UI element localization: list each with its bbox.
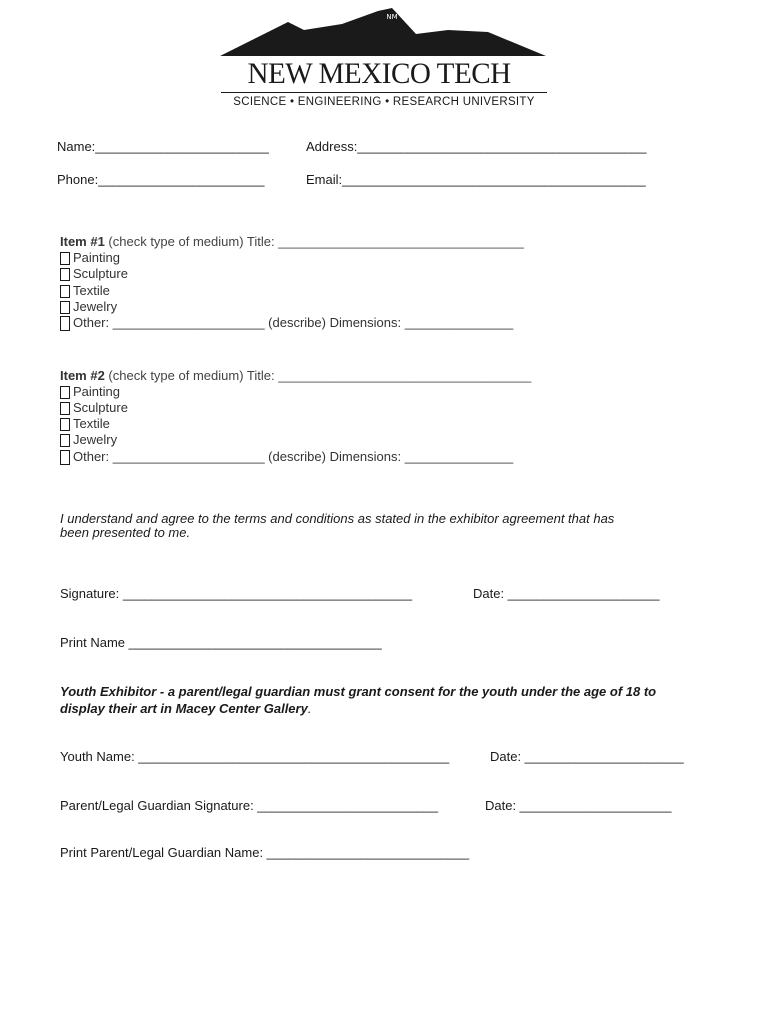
item2-heading (60, 368, 531, 383)
checkbox[interactable] (60, 418, 70, 431)
agreement-line-2: been presented to me. (60, 525, 191, 540)
item2-option-sculpture[interactable] (60, 400, 128, 416)
mountain-silhouette (220, 8, 546, 56)
item2-option-painting[interactable] (60, 384, 120, 400)
item2-label: Item #2 (60, 368, 105, 383)
option-label: Jewelry (73, 299, 118, 314)
checkbox[interactable] (60, 285, 70, 298)
logo-subtitle: SCIENCE • ENGINEERING • RESEARCH UNIVERSITY (233, 96, 535, 108)
checkbox[interactable] (60, 316, 70, 331)
agreement-line-1: I understand and agree to the terms and conditions as stated in the exhibitor agreement that has (60, 511, 615, 526)
item1-option-sculpture[interactable] (60, 266, 128, 282)
guardian-signature-field[interactable]: Parent/Legal Guardian Signature: _________________________ (60, 798, 439, 813)
checkbox[interactable] (60, 434, 70, 447)
youth-notice-line-1: Youth Exhibitor - a parent/legal guardian must grant consent for the youth under the age of 18 to (60, 684, 657, 699)
item1-option-painting[interactable] (60, 250, 120, 266)
option-label: Sculpture (73, 400, 128, 415)
item2-title-field[interactable]: (check type of medium) Title: ___________________________________ (104, 368, 532, 383)
item2-option-other[interactable] (60, 449, 513, 465)
signature-date-field[interactable]: Date: _____________________ (473, 586, 660, 601)
item2-option-textile[interactable] (60, 416, 110, 432)
item1-title-field[interactable]: (check type of medium) Title: __________________________________ (104, 234, 525, 249)
youth-name-field[interactable]: Youth Name: ___________________________________________ (60, 749, 450, 764)
youth-notice-period: . (307, 701, 312, 716)
checkbox[interactable] (60, 268, 70, 281)
checkbox[interactable] (60, 402, 70, 415)
option-label: Textile (73, 416, 110, 431)
item2-option-jewelry[interactable] (60, 432, 117, 448)
checkbox[interactable] (60, 301, 70, 314)
option-label: Painting (73, 250, 120, 265)
item1-option-textile[interactable] (60, 283, 110, 299)
mountain-logo-icon (220, 8, 550, 60)
guardian-date-field[interactable]: Date: _____________________ (485, 798, 672, 813)
youth-date-field[interactable]: Date: ______________________ (490, 749, 684, 764)
youth-notice-text: display their art in Macey Center Gallery (60, 701, 308, 716)
option-label: Sculpture (73, 266, 128, 281)
other-dimensions-field[interactable]: Other: _____________________ (describe) Dimensions: _______________ (73, 315, 514, 330)
checkbox[interactable] (60, 450, 70, 465)
address-field[interactable]: Address:________________________________________ (306, 139, 647, 154)
logo-divider (221, 92, 547, 93)
option-label: Jewelry (73, 432, 118, 447)
item1-option-jewelry[interactable] (60, 299, 117, 315)
item1-option-other[interactable] (60, 315, 513, 331)
name-field[interactable]: Name:________________________ (57, 139, 269, 154)
phone-field[interactable]: Phone:_______________________ (57, 172, 265, 187)
checkbox[interactable] (60, 252, 70, 265)
email-field[interactable]: Email:__________________________________________ (306, 172, 646, 187)
print-name-field[interactable]: Print Name ___________________________________ (60, 635, 382, 650)
logo-title: NEW MEXICO TECH (247, 57, 511, 90)
item1-heading (60, 234, 524, 249)
item1-label: Item #1 (60, 234, 105, 249)
option-label: Painting (73, 384, 120, 399)
guardian-print-name-field[interactable]: Print Parent/Legal Guardian Name: ____________________________ (60, 845, 470, 860)
youth-notice-line-2 (60, 700, 311, 717)
signature-field[interactable]: Signature: ________________________________________ (60, 586, 413, 601)
other-dimensions-field[interactable]: Other: _____________________ (describe) Dimensions: _______________ (73, 449, 514, 464)
checkbox[interactable] (60, 386, 70, 399)
logo-mark-icon: NM (386, 13, 398, 21)
option-label: Textile (73, 283, 110, 298)
